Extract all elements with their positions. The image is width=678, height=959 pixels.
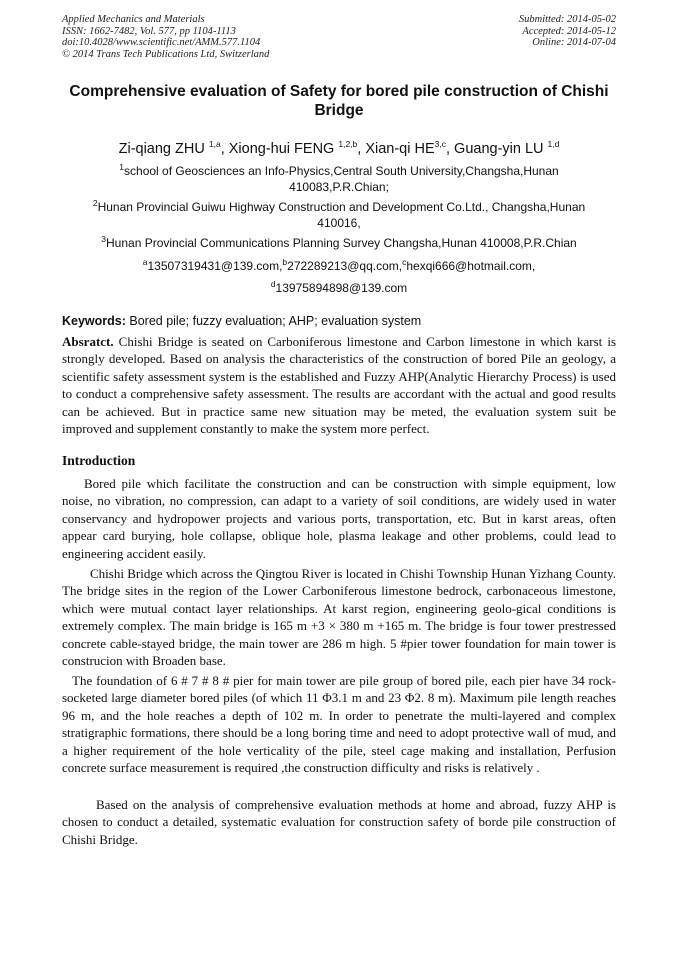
email-line-2 xyxy=(62,281,616,296)
abstract-paragraph xyxy=(62,333,616,437)
paper-title: Comprehensive evaluation of Safety for bored pile construction of Chishi Bridge xyxy=(69,83,609,119)
submitted-date: Submitted: 2014-05-02 xyxy=(518,14,616,25)
copyright-line: © 2014 Trans Tech Publications Ltd, Switzerland xyxy=(62,48,270,60)
abstract-text: Chishi Bridge is seated on Carboniferous limestone and Carbon limestone in which karst is strongly developed. Based on analysis the characteristics of the construction of bored Pile an geology, a scientific safety assessment system is the established and Fuzzy AHP(Analytic Hierarchy Process) is used to conduct a comprehensive safety assessment. The results are accordant with the actual and good results can be achieved. But in practice same new situation may be meted, the evaluation system suit be improved and supplement constantly to make the system more perfect. xyxy=(62,334,616,437)
affiliation-1 xyxy=(72,164,606,195)
affiliation-text: Hunan Provincial Guiwu Highway Construction and Development Co.Ltd., Changsha,Hunan 410016, xyxy=(97,200,586,230)
affiliation-number: 3 xyxy=(101,234,106,244)
author-separator: , xyxy=(357,141,366,157)
email-c[interactable]: hexqi666@hotmail.com, xyxy=(406,259,536,273)
author-separator: , xyxy=(445,141,455,157)
author-name: Xian-qi HE xyxy=(365,141,435,157)
author-affiliation-mark: 3,c xyxy=(434,139,446,150)
affiliation-3 xyxy=(72,236,606,252)
author-list xyxy=(40,140,638,158)
email-mark: a xyxy=(142,257,148,267)
email-d[interactable]: 13975894898@139.com xyxy=(275,281,408,295)
keywords-line xyxy=(62,313,616,329)
intro-paragraph-2: Chishi Bridge which across the Qingtou River is located in Chishi Township Hunan Yizhang County. The bridge sites in the region of the Lower Carboniferous limestone bedrock, carbonaceous limestone, which were mutual contact layer relationships. At karst region, engineering geolo-gical conditions is extremely complex. The main bridge is 165 m +3 × 380 m +165 m. The bridge is four tower prestressed concrete cable-stayed bridge, the main tower are 286 m high. 5 #pier tower foundation for main tower is construcion with Broaden base. xyxy=(62,566,616,669)
keywords-text: Bored pile; fuzzy evaluation; AHP; evaluation system xyxy=(125,314,422,328)
email-mark: c xyxy=(402,257,407,267)
affiliation-text: school of Geosciences an Info-Physics,Central South University,Changsha,Hunan 410083,P.R.Chian; xyxy=(124,164,559,194)
email-b[interactable]: 272289213@qq.com, xyxy=(287,259,403,273)
intro-paragraph-3: The foundation of 6 # 7 # 8 # pier for main tower are pile group of bored pile, each pier have 34 rock-socketed large diameter bored piles (of which 11 Φ3.1 m and 23 Φ2. 8 m). Maximum pile length reaches 96 m, and the hole reaches a depth of 102 m. In order to penetrate the multi-layered and complex stratigraphic formations, there should be a long boring time and need to adopt protective wall of mud, and a higher requirement of the hole verticality of the pile, steel cage making and installation, Perfusion concrete surface measurement is required ,the construction difficulty and risks is relatively . xyxy=(62,673,616,776)
doi-line: doi:10.4028/www.scientific.net/AMM.577.1104 xyxy=(62,37,261,48)
email-mark: b xyxy=(282,257,288,267)
issn-line: ISSN: 1662-7482, Vol. 577, pp 1104-1113 xyxy=(62,25,236,37)
email-mark: d xyxy=(270,279,276,289)
keywords-label: Keywords: xyxy=(62,314,126,328)
affiliation-2 xyxy=(72,200,606,231)
journal-header-left xyxy=(62,14,269,60)
affiliation-number: 2 xyxy=(92,198,98,208)
affiliation-number: 1 xyxy=(119,162,125,172)
abstract-label: Absratct. xyxy=(62,334,114,349)
author-separator: , xyxy=(220,141,229,157)
email-line-1 xyxy=(62,259,616,274)
intro-paragraph-1: Bored pile which facilitate the construction and can be construction with simple equipment, low noise, no vibration, no compression, can adapt to a variety of soil conditions, are widely used in water conservancy and hydropower projects and various ports, transportation, etc. But in karst areas, often appear card burying, hole collapse, oblique hole, plasma leakage and other problems, could lead to engineering accident easily. xyxy=(62,476,616,561)
email-a[interactable]: 13507319431@139.com, xyxy=(147,259,283,273)
journal-header-right xyxy=(519,14,616,49)
author-name: Xiong-hui FENG xyxy=(228,141,339,157)
author-name: Guang-yin LU xyxy=(454,141,548,157)
journal-name: Applied Mechanics and Materials xyxy=(62,14,205,25)
online-date: Online: 2014-07-04 xyxy=(532,37,616,48)
introduction-heading: Introduction xyxy=(62,453,136,468)
author-affiliation-mark: 1,2,b xyxy=(338,139,358,150)
author-affiliation-mark: 1,a xyxy=(208,139,221,150)
accepted-date: Accepted: 2014-05-12 xyxy=(522,25,616,37)
author-affiliation-mark: 1,d xyxy=(547,139,560,150)
affiliation-text: Hunan Provincial Communications Planning Survey Changsha,Hunan 410008,P.R.Chian xyxy=(106,236,577,250)
author-name: Zi-qiang ZHU xyxy=(118,141,209,157)
intro-paragraph-4: Based on the analysis of comprehensive evaluation methods at home and abroad, fuzzy AHP is chosen to conduct a detailed, systematic evaluation for construction safety of borde pile construction of Chishi Bridge. xyxy=(62,797,616,847)
